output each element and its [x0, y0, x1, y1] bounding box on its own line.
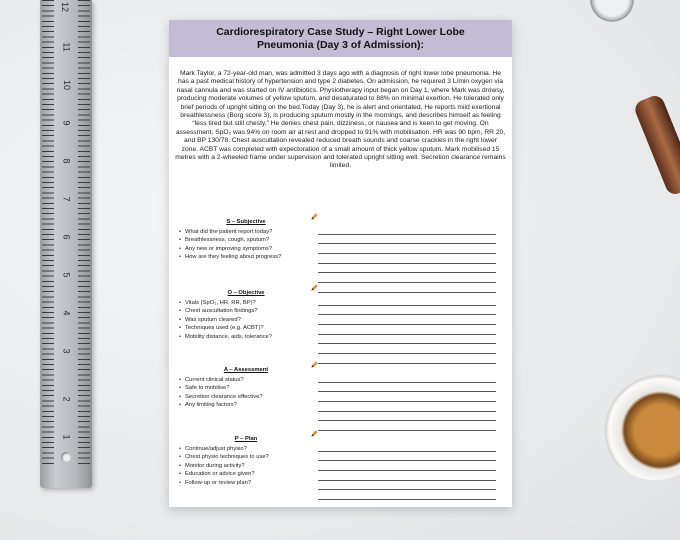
- page-title: [169, 26, 512, 52]
- prompt-list: [179, 299, 272, 341]
- ruler-number: 4: [61, 310, 72, 316]
- list-item: • How are they feeling about progress?: [179, 253, 281, 261]
- writing-lines[interactable]: [318, 373, 496, 431]
- ruler-ticks-left: [42, 0, 54, 468]
- list-item: • Was sputum cleared?: [179, 316, 272, 324]
- ruler-ticks-right: [78, 0, 90, 468]
- list-item: • Education or advice given?: [179, 470, 269, 478]
- pencil-icon: [311, 284, 318, 291]
- list-item: • Mobility distance, aids, tolerance?: [179, 333, 272, 341]
- list-item: • Secretion clearance effective?: [179, 393, 263, 401]
- pencil-icon: [311, 430, 318, 437]
- worksheet-page: [169, 20, 512, 507]
- list-item: • Safe to mobilise?: [179, 384, 263, 392]
- ruler-number: 1: [61, 434, 72, 440]
- list-item: • What did the patient report today?: [179, 228, 281, 236]
- prompt-list: [179, 445, 269, 487]
- prompt-list: [179, 376, 263, 410]
- title-line-2: Pneumonia (Day 3 of Admission):: [256, 39, 425, 51]
- ruler-number: 6: [61, 234, 72, 240]
- writing-lines[interactable]: [318, 296, 496, 364]
- writing-lines[interactable]: [318, 442, 496, 507]
- title-line-1: Cardiorespiratory Case Study – Right Lower Lobe: [216, 26, 465, 38]
- list-item: • Chest auscultation findings?: [179, 307, 272, 315]
- case-study-text: Mark Taylor, a 72-year-old man, was admitted 3 days ago with a diagnosis of right lower lobe pneumonia. He has a past medical history of hypertension and type 2 diabetes. On admission, he required 3 L/min oxygen via nasal cannula and was started on IV antibiotics. Physiotherapy input began on Day 1, where Mark was drowsy, producing moderate volumes of yellow sputum, and desaturated to 88% on minimal exertion. He tolerated only brief periods of upright sitting on the bed.Today (Day 3), he is alert and orientated. He reports mild exertional breathlessness (Borg score 3), is producing sputum mostly in the mornings, and describes himself as feeling “less tired but still chesty.” He denies chest pain, dizziness, or nausea and is keen to get moving. On assessment, SpO₂ was 94% on room air at rest and dropped to 91% with mobilisation. HR was 90 bpm, RR 20, and BP 130/78. Chest auscultation revealed reduced breath sounds and coarse crackles in the right lower zone. ACBT was completed with expectoration of a small amount of thick yellow sputum. Mark mobilised 15 metres with a 2-wheeled frame under supervision and tolerated upright sitting well. Secretion clearance remains limited.: [175, 70, 506, 170]
- ruler-number: 3: [61, 348, 72, 354]
- section-title: P – Plan: [234, 436, 258, 442]
- section-title: S – Subjective: [226, 219, 266, 225]
- list-item: • Breathlessness, cough, sputum?: [179, 236, 281, 244]
- list-item: • Continue/adjust physio?: [179, 445, 269, 453]
- list-item: • Chest physio techniques to use?: [179, 453, 269, 461]
- list-item: • Techniques used (e.g. ACBT)?: [179, 324, 272, 332]
- list-item: • Vitals (SpO₂, HR, RR, BP)?: [179, 299, 272, 307]
- ruler-number: 12: [60, 1, 71, 13]
- ruler-number: 7: [61, 196, 72, 202]
- ruler-number: 5: [61, 272, 72, 278]
- list-item: • Follow-up or review plan?: [179, 479, 269, 487]
- ruler-number: 8: [61, 158, 72, 164]
- ruler-hang-hole: [61, 452, 71, 462]
- list-item: • Any limiting factors?: [179, 401, 263, 409]
- list-item: • Any new or improving symptoms?: [179, 245, 281, 253]
- section-title: O – Objective: [227, 290, 265, 296]
- writing-lines[interactable]: [318, 225, 496, 293]
- pencil-icon: [311, 361, 318, 368]
- ruler-number: 10: [62, 79, 73, 91]
- ruler: [40, 0, 92, 488]
- pencil-icon: [311, 213, 318, 220]
- prompt-list: [179, 228, 281, 262]
- list-item: • Current clinical status?: [179, 376, 263, 384]
- ruler-number: 9: [61, 120, 72, 126]
- ruler-number: 11: [61, 42, 72, 52]
- list-item: • Monitor during activity?: [179, 462, 269, 470]
- ruler-number: 2: [61, 396, 72, 402]
- section-title: A – Assessment: [223, 367, 269, 373]
